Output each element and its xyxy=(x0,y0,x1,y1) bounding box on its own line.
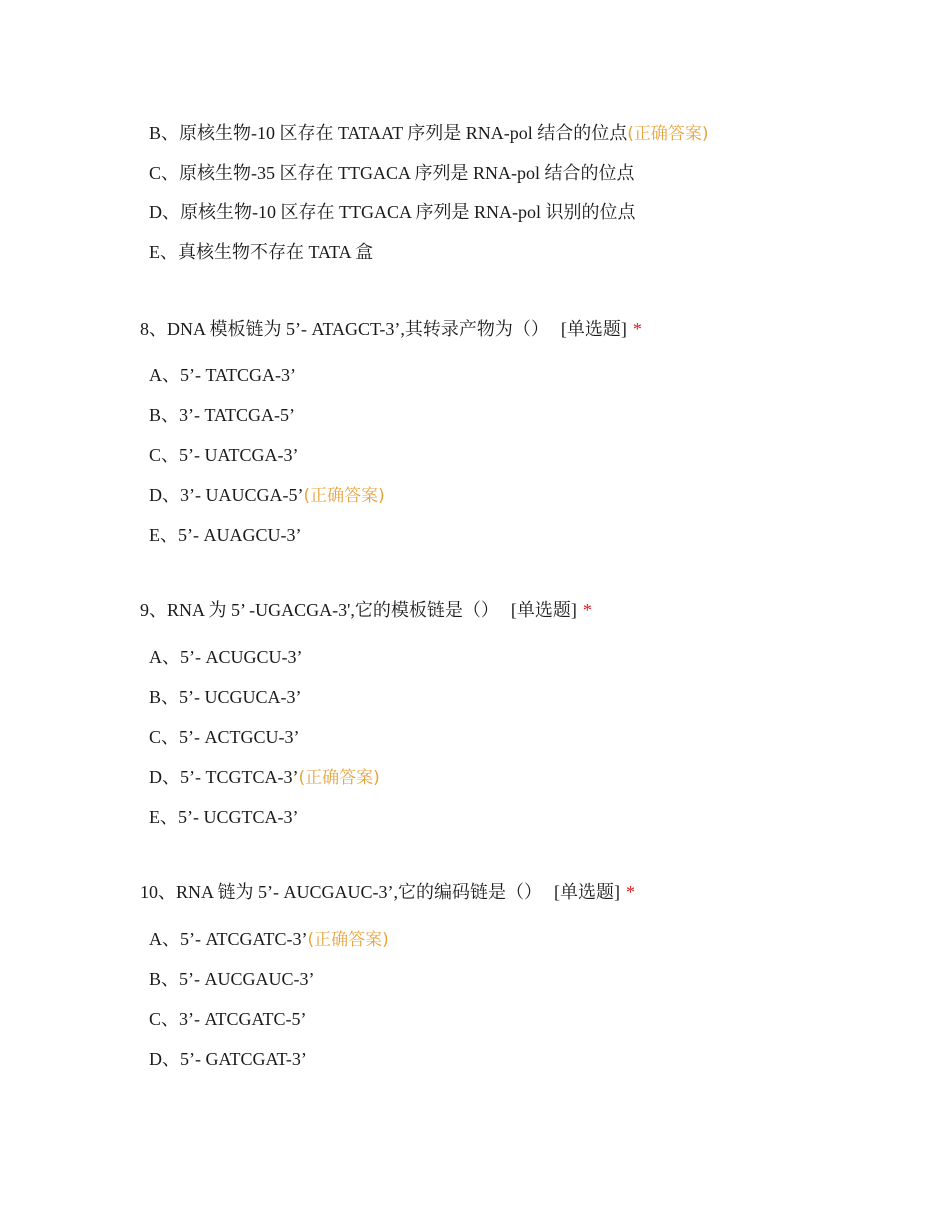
q8-option-c xyxy=(149,443,298,467)
option-text: A、5’- ATCGATC-3’ xyxy=(149,929,308,949)
q10-title xyxy=(140,880,635,904)
correct-answer-marker: (正确答案) xyxy=(307,930,389,950)
option-text: D、原核生物-10 区存在 TTGACA 序列是 RNA-pol 识别的位点 xyxy=(149,202,636,222)
correct-answer-marker: (正确答案) xyxy=(298,768,380,788)
option-text: B、5’- UCGUCA-3’ xyxy=(149,687,302,707)
option-text: E、5’- UCGTCA-3’ xyxy=(149,807,299,827)
option-text: E、5’- AUAGCU-3’ xyxy=(149,525,302,545)
q8-title xyxy=(140,317,642,341)
q8-option-e xyxy=(149,523,301,547)
option-text: B、3’- TATCGA-5’ xyxy=(149,405,296,425)
option-text: E、真核生物不存在 TATA 盒 xyxy=(149,242,374,262)
required-marker: * xyxy=(626,882,635,902)
correct-answer-marker: (正确答案) xyxy=(303,486,385,506)
q7-option-e xyxy=(149,240,373,264)
q8-option-d xyxy=(149,483,385,508)
option-text: B、原核生物-10 区存在 TATAAT 序列是 RNA-pol 结合的位点 xyxy=(149,123,628,143)
q8-option-b xyxy=(149,403,295,427)
option-text: C、3’- ATCGATC-5’ xyxy=(149,1009,307,1029)
q10-option-b xyxy=(149,967,315,991)
option-text: A、5’- ACUGCU-3’ xyxy=(149,647,303,667)
q7-option-c xyxy=(149,161,635,185)
option-text: D、5’- TCGTCA-3’ xyxy=(149,767,299,787)
q10-option-d xyxy=(149,1047,307,1071)
q9-option-e xyxy=(149,805,298,829)
q7-option-b xyxy=(149,121,709,146)
question-type: [单选题] xyxy=(560,319,627,339)
question-type: [单选题] xyxy=(554,882,620,902)
q10-option-c xyxy=(149,1007,307,1031)
required-marker: * xyxy=(582,600,592,620)
option-text: C、原核生物-35 区存在 TTGACA 序列是 RNA-pol 结合的位点 xyxy=(149,163,635,183)
q9-option-d xyxy=(149,765,380,790)
q9-option-b xyxy=(149,685,302,709)
question-type: [单选题] xyxy=(510,600,577,620)
correct-answer-marker: (正确答案) xyxy=(627,124,709,144)
q9-option-a xyxy=(149,645,302,669)
q9-title xyxy=(140,598,592,622)
question-text: 8、DNA 模板链为 5’- ATAGCT-3’,其转录产物为（） xyxy=(140,319,549,339)
required-marker: * xyxy=(632,319,642,339)
option-text: A、5’- TATCGA-3’ xyxy=(149,365,297,385)
q8-option-a xyxy=(149,363,296,387)
q7-option-d xyxy=(149,200,636,224)
question-text: 9、RNA 为 5’ -UGACGA-3',它的模板链是（） xyxy=(140,600,499,620)
option-text: C、5’- ACTGCU-3’ xyxy=(149,727,300,747)
option-text: D、3’- UAUCGA-5’ xyxy=(149,485,304,505)
q9-option-c xyxy=(149,725,300,749)
option-text: B、5’- AUCGAUC-3’ xyxy=(149,969,315,989)
question-text: 10、RNA 链为 5’- AUCGAUC-3’,它的编码链是（） xyxy=(140,882,542,902)
q10-option-a xyxy=(149,927,389,952)
option-text: C、5’- UATCGA-3’ xyxy=(149,445,299,465)
option-text: D、5’- GATCGAT-3’ xyxy=(149,1049,307,1069)
